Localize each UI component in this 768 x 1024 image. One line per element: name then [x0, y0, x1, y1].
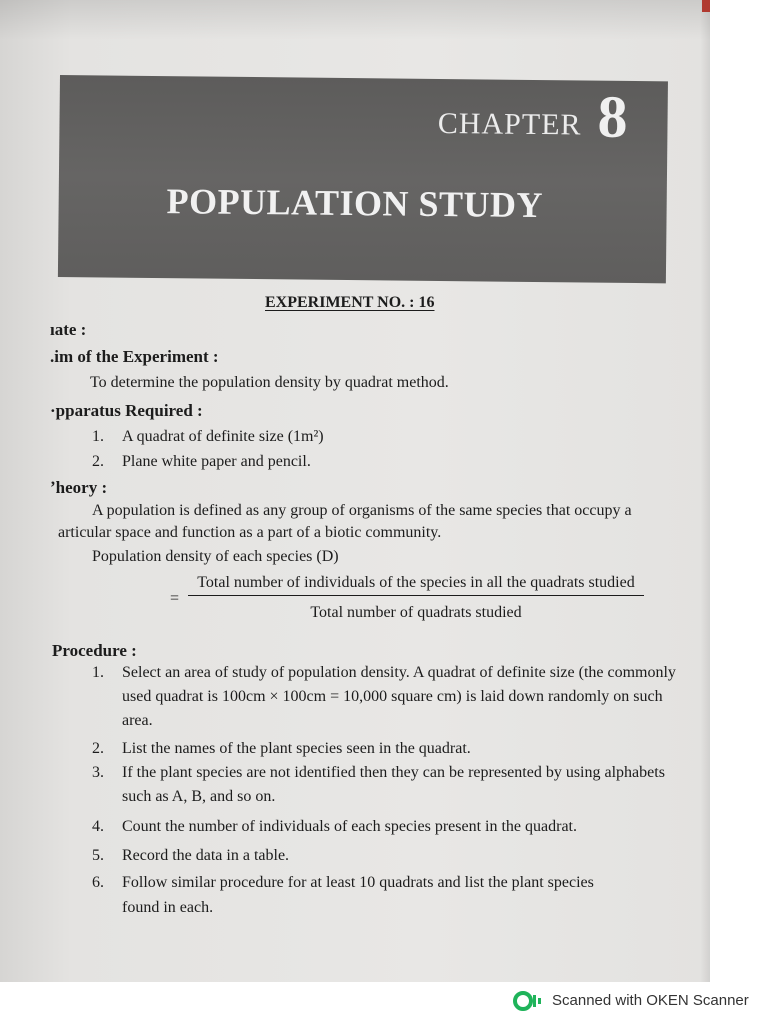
procedure-step: [92, 664, 676, 682]
procedure-step-number: 1.: [92, 664, 104, 681]
procedure-step-continuation: area.: [122, 712, 153, 729]
aim-heading: .im of the Experiment :: [50, 347, 219, 366]
procedure-step: [92, 847, 289, 865]
procedure-step-text: Record the data in a table.: [122, 847, 290, 864]
procedure-step: [92, 764, 665, 782]
procedure-step-number: 3.: [92, 764, 104, 781]
procedure-step-number: 4.: [92, 818, 104, 835]
apparatus-item-text: A quadrat of definite size (1m²): [122, 428, 324, 445]
formula-numerator: Total number of individuals of the species in all the quadrats studied: [188, 574, 644, 596]
procedure-step-number: 5.: [92, 847, 104, 864]
procedure-step-text: Count the number of individuals of each species present in the quadrat.: [122, 818, 577, 835]
page-edge-shadow: [700, 0, 710, 982]
chapter-label: CHAPTER: [437, 106, 582, 142]
density-label: Population density of each species (D): [92, 548, 339, 565]
aim-text: To determine the population density by quadrat method.: [90, 374, 449, 391]
date-label: ıate :: [50, 320, 87, 339]
procedure-step: [92, 740, 471, 758]
experiment-number: EXPERIMENT NO. : 16: [265, 294, 435, 311]
apparatus-item-text: Plane white paper and pencil.: [122, 453, 311, 470]
procedure-step-number: 2.: [92, 740, 104, 757]
chapter-banner: [58, 75, 668, 283]
apparatus-item-number: 2.: [92, 453, 104, 470]
apparatus-item-number: 1.: [92, 428, 104, 445]
procedure-step-text: Follow similar procedure for at least 10 quadrats and list the plant species: [122, 874, 594, 891]
procedure-step-continuation: such as A, B, and so on.: [122, 788, 276, 805]
procedure-step-text: List the names of the plant species seen in the quadrat.: [122, 740, 471, 757]
procedure-step-number: 6.: [92, 874, 104, 891]
oken-scanner-logo-icon: [512, 990, 546, 1012]
procedure-step-continuation: used quadrat is 100cm × 100cm = 10,000 square cm) is laid down randomly on such: [122, 688, 663, 705]
page-top-shadow: [0, 0, 710, 40]
apparatus-item: [92, 453, 311, 471]
theory-heading: ʼheory :: [50, 478, 108, 497]
procedure-heading: Procedure :: [52, 641, 137, 660]
density-formula: [170, 574, 646, 630]
apparatus-heading: ·pparatus Required :: [50, 401, 203, 420]
theory-line-2: articular space and function as a part of a biotic community.: [58, 524, 442, 541]
theory-line-1: A population is defined as any group of organisms of the same species that occupy a: [92, 502, 632, 519]
formula-denominator: Total number of quadrats studied: [310, 604, 522, 621]
formula-equals: =: [170, 590, 180, 607]
procedure-step-text: If the plant species are not identified then they can be represented by using alphabets: [122, 764, 665, 781]
procedure-step: [92, 818, 577, 836]
chapter-title: POPULATION STUDY: [166, 181, 544, 226]
chapter-number: 8: [597, 83, 628, 150]
procedure-step: [92, 874, 594, 892]
page-corner-mark: [702, 0, 710, 12]
procedure-step-text: Select an area of study of population density. A quadrat of definite size (the commonly: [122, 664, 676, 681]
watermark-text: Scanned with OKEN Scanner: [552, 992, 749, 1009]
apparatus-item: [92, 428, 324, 446]
procedure-step-continuation: found in each.: [122, 899, 214, 916]
